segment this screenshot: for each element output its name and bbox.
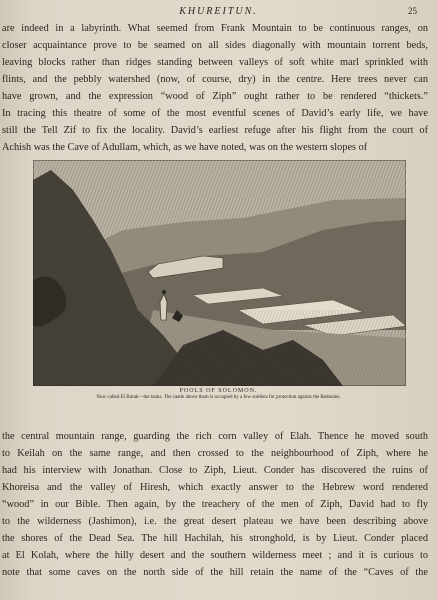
text-line: Khoreisa and the valley of Hiresh, which exactly answer to the Hebrew word rendered <box>2 482 428 493</box>
text-line: flints, and the pebbly watershed (now, of course, dry) in the centre. Here trees never can <box>2 74 428 85</box>
page-number: 25 <box>408 6 417 16</box>
text-line: In tracing this theatre of some of the most eventful scenes of David’s early life, we have <box>2 108 428 119</box>
text-line: note that some caves on the north side of the hill retain the name of the “Caves of the <box>2 567 428 578</box>
engraving-illustration <box>33 160 406 386</box>
text-line: “wood” in our Bible. Then again, by the treachery of the men of Ziph, David had to fly <box>2 499 428 510</box>
text-line: at El Kolah, where the hilly desert and the southern wilderness meet ; and it is curious to <box>2 550 428 561</box>
text-line: the central mountain range, guarding the rich corn valley of Elah. Thence he moved south <box>2 431 428 442</box>
caption-title: POOLS OF SOLOMON. <box>179 388 258 394</box>
caption-subtitle: Now called El Burak—the tanks. The castle above them is occupied by a few soldiers for protection against the Bedouins. <box>96 395 341 400</box>
text-line: closer acquaintance prove to be seamed on all sides diagonally with mountain torrent beds, <box>2 40 428 51</box>
text-line: the shores of the Dead Sea. The hill Hachilah, his stronghold, is by Lieut. Conder placed <box>2 533 428 544</box>
figure-caption <box>0 388 437 400</box>
text-line: Achish was the Cave of Adullam, which, as we have noted, was on the western slopes of <box>2 142 368 153</box>
running-header: KHUREITUN. <box>179 6 258 17</box>
top-paragraph <box>2 20 428 156</box>
text-line: still the Tell Zif to fix the locality. David’s earliest refuge after his flight from the court of <box>2 125 428 136</box>
bottom-paragraph <box>2 428 428 581</box>
text-line: to the wilderness (Jashimon), i.e. the great desert plateau we have been describing above <box>2 516 428 527</box>
text-line: to Keilah on the same range, and then crossed to the neighbourhood of Ziph, where he <box>2 448 428 459</box>
text-line: had his interview with Jonathan. Close to Ziph, Lieut. Conder has discovered the ruins of <box>2 465 428 476</box>
text-line: leaving blocks rather than ridges standing between valleys of soft white marl sprinkled with <box>2 57 428 68</box>
text-line: are indeed in a labyrinth. What seemed from Frank Mountain to be continuous ranges, on <box>2 23 428 34</box>
text-line: have grown, and the expression “wood of Ziph” ought rather to be rendered “thickets.” <box>2 91 428 102</box>
